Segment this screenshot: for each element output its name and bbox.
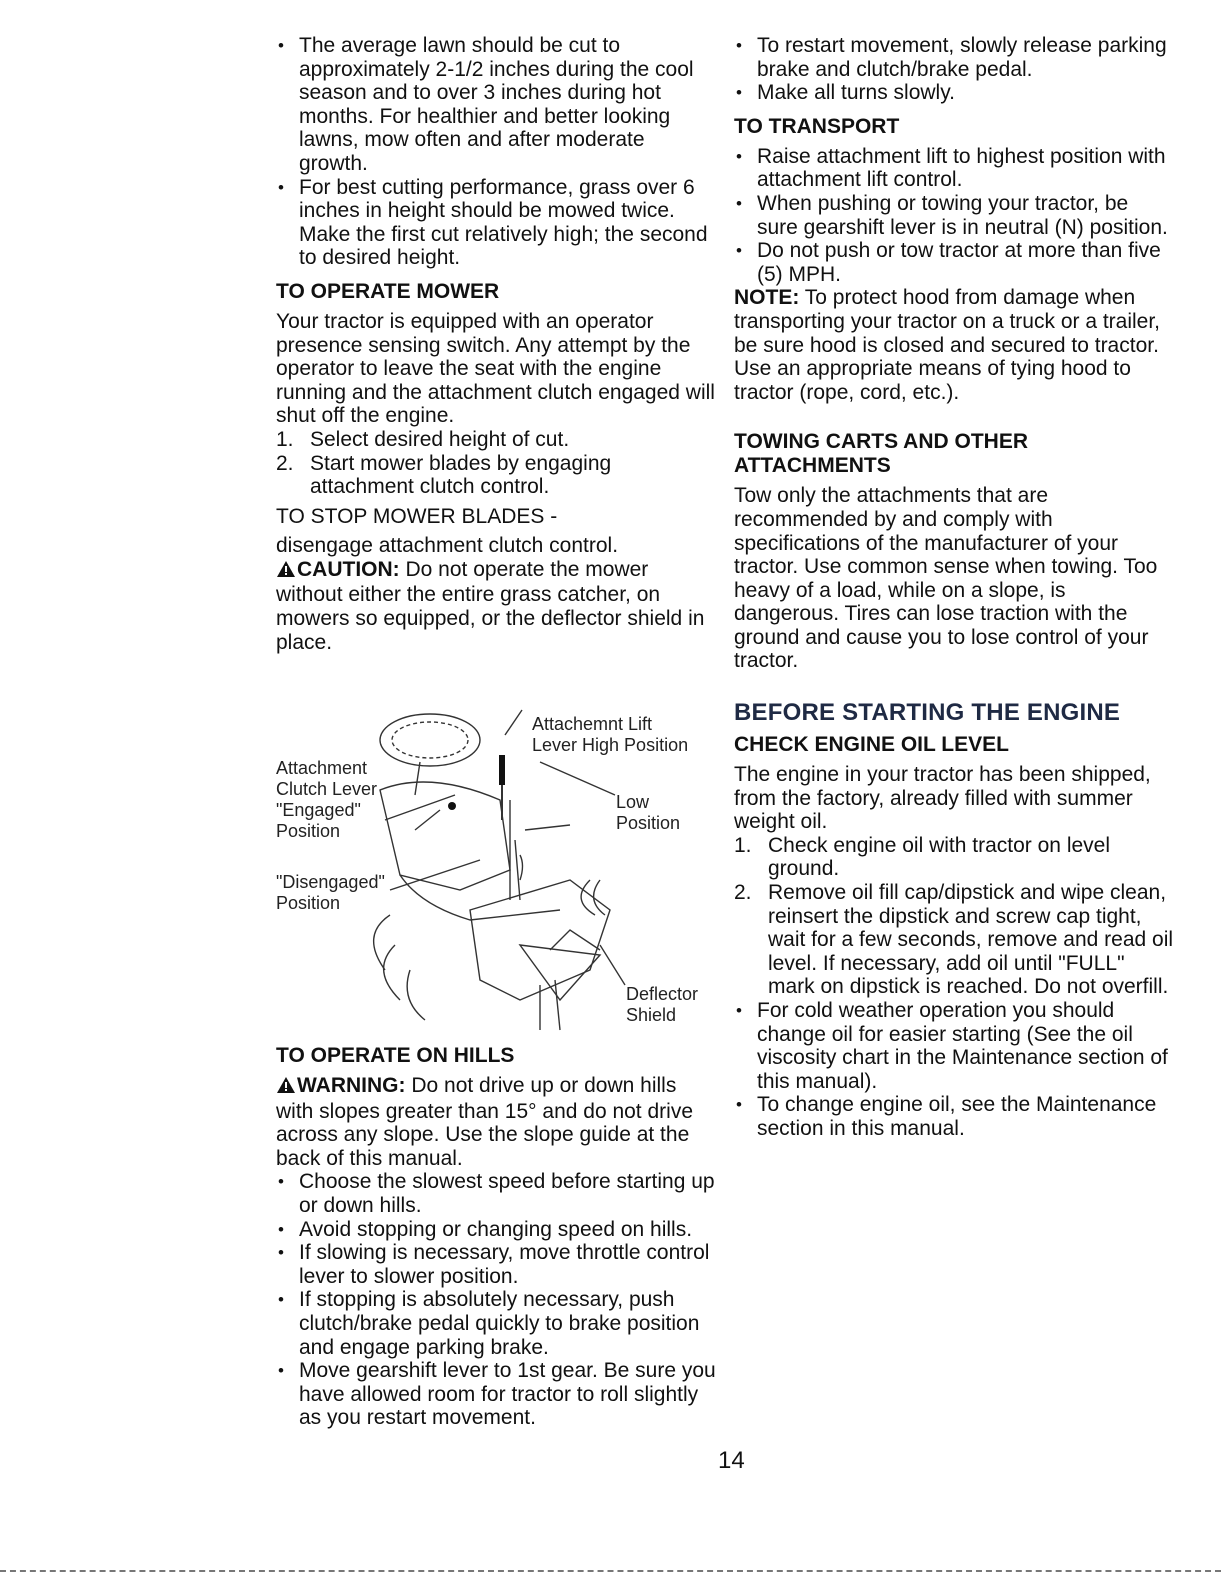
step-text: Check engine oil with tractor on level ground. xyxy=(768,833,1111,881)
warning-triangle-icon xyxy=(276,560,296,584)
mower-controls-illustration xyxy=(270,700,730,1040)
list-item: • For cold weather operation you should change oil for easier starting (See the oil viscosity chart in the Maintenance section of this manual). xyxy=(734,999,1174,1093)
list-item: • For best cutting performance, grass over 6 inches in height should be mowed twice. Make the first cut relatively high; the second to desired height. xyxy=(276,176,716,270)
numbered-step xyxy=(276,428,716,452)
list-item: • If stopping is absolutely necessary, push clutch/brake pedal quickly to brake position and engage parking brake. xyxy=(276,1288,716,1359)
right-column xyxy=(734,34,1174,1141)
list-item: • When pushing or towing your tractor, be sure gearshift lever is in neutral (N) position. xyxy=(734,192,1174,239)
list-item: • Do not push or tow tractor at more than five (5) MPH. xyxy=(734,239,1174,286)
section-heading-hills: TO OPERATE ON HILLS xyxy=(276,1044,515,1067)
step-number: 2. xyxy=(276,451,294,475)
step-text: Remove oil fill cap/dipstick and wipe clean, reinsert the dipstick and screw cap tight, wait for a few seconds, remove and read oil level. If necessary, add oil until "FULL" mark on dipstick is reached. Do not overfill. xyxy=(768,881,1174,999)
step-number: 1. xyxy=(276,427,294,451)
section-heading-operate-mower: TO OPERATE MOWER xyxy=(276,279,500,303)
numbered-step xyxy=(734,834,1174,881)
list-item: • Choose the slowest speed before starting up or down hills. xyxy=(276,1170,716,1217)
page-number: 14 xyxy=(718,1447,745,1474)
section-heading-towing: TOWING CARTS AND OTHER ATTACHMENTS xyxy=(734,430,1028,478)
list-item: • Make all turns slowly. xyxy=(734,81,1174,105)
clutch-lever-label: Attachment Clutch Lever "Engaged" Position xyxy=(276,758,378,841)
warning-paragraph xyxy=(276,1074,716,1170)
section-heading-before-starting: BEFORE STARTING THE ENGINE xyxy=(734,699,1121,727)
warning-label: WARNING: xyxy=(297,1074,406,1097)
note-label: NOTE: xyxy=(734,286,800,310)
page-edge-divider xyxy=(0,1570,1221,1572)
warning-text: Do not drive up or down hills with slopes greater than 15° and do not drive across any slope. Use the slope guide at the back of this manual. xyxy=(276,1074,693,1170)
low-position-label: Low Position xyxy=(616,792,681,833)
warning-triangle-icon xyxy=(276,1076,296,1100)
note-text: To protect hood from damage when transporting your tractor on a truck or a trailer, be sure hood is closed and secured to tractor. Use an appropriate means of tying hood to tractor (rope, cord, etc.). xyxy=(734,286,1161,404)
list-item: • Raise attachment lift to highest position with attachment lift control. xyxy=(734,145,1174,192)
step-number: 2. xyxy=(734,881,752,905)
paragraph: Tow only the attachments that are recommended by and comply with specifications of the manufacturer of your tractor. Use common sense when towing. Too heavy of a load, while on a slope, is dangerous. Tires can lose traction with the ground and cause you to lose control of your tractor. xyxy=(734,484,1158,673)
list-item: • If slowing is necessary, move throttle control lever to slower position. xyxy=(276,1241,716,1288)
paragraph: The engine in your tractor has been shipped, from the factory, already filled with summer weight oil. xyxy=(734,763,1151,834)
note-paragraph xyxy=(734,286,1174,404)
caution-text: Do not operate the mower without either the entire grass catcher, on mowers so equipped, or the deflector shield in place. xyxy=(276,557,705,654)
step-text: Select desired height of cut. xyxy=(310,427,570,451)
lift-lever-label: Attachemnt Lift Lever High Position xyxy=(532,714,689,755)
numbered-step xyxy=(276,452,716,499)
caution-label: CAUTION: xyxy=(297,557,400,581)
step-text: Start mower blades by engaging attachment clutch control. xyxy=(310,451,612,499)
subheading-stop-blades: TO STOP MOWER BLADES - xyxy=(276,504,558,528)
list-item: • The average lawn should be cut to approximately 2-1/2 inches during the cool season and to over 3 inches during hot months. For healthier and better looking lawns, mow often and after moderate growth. xyxy=(276,34,716,176)
numbered-step xyxy=(734,881,1174,999)
step-number: 1. xyxy=(734,833,752,857)
subheading-check-oil: CHECK ENGINE OIL LEVEL xyxy=(734,733,1009,757)
hills-section xyxy=(276,1044,716,1430)
paragraph: Your tractor is equipped with an operator presence sensing switch. Any attempt by the operator to leave the seat with the engine running and the attachment clutch engaged will shut off the engine. xyxy=(276,309,715,428)
disengaged-label: "Disengaged" Position xyxy=(276,872,385,913)
deflector-shield-label: Deflector Shield xyxy=(626,984,699,1025)
left-column xyxy=(276,34,716,654)
section-heading-transport: TO TRANSPORT xyxy=(734,114,900,138)
list-item: • Avoid stopping or changing speed on hills. xyxy=(276,1218,716,1242)
list-item: • To change engine oil, see the Maintenance section in this manual. xyxy=(734,1093,1174,1140)
list-item: • Move gearshift lever to 1st gear. Be sure you have allowed room for tractor to roll slightly as you restart movement. xyxy=(276,1359,716,1430)
list-item: • To restart movement, slowly release parking brake and clutch/brake pedal. xyxy=(734,34,1174,81)
paragraph: disengage attachment clutch control. xyxy=(276,534,619,558)
caution-paragraph xyxy=(276,558,716,654)
